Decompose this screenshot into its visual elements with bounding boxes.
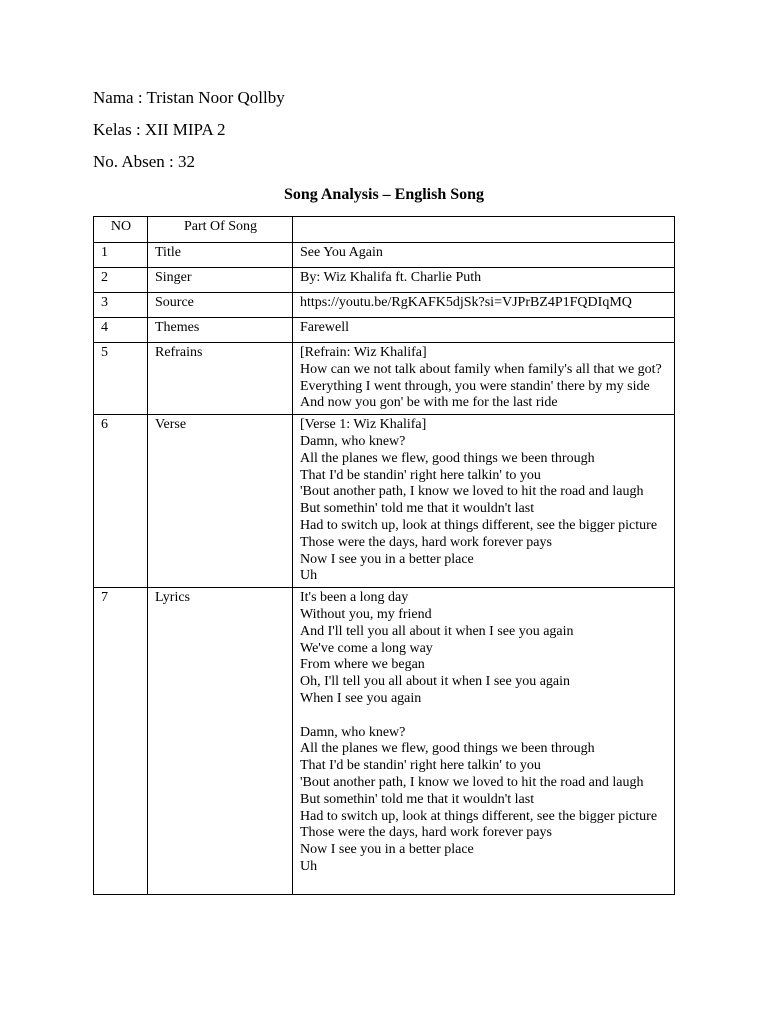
row-part: Verse <box>148 415 293 588</box>
content-line: 'Bout another path, I know we loved to hit the road and laugh <box>300 484 644 500</box>
content-line: Farewell <box>300 320 349 335</box>
row-content <box>293 243 675 268</box>
table-header-row <box>94 217 675 243</box>
row-number: 7 <box>94 588 148 895</box>
table-row <box>94 415 675 588</box>
content-line: Damn, who knew? <box>300 433 406 449</box>
content-line: Now I see you in a better place <box>300 551 474 567</box>
source-link[interactable]: https://youtu.be/RgKAFK5djSk?si=VJPrBZ4P1FQDIqMQ <box>300 295 632 310</box>
content-line: That I'd be standin' right here talkin' to you <box>300 758 541 774</box>
row-number: 3 <box>94 293 148 318</box>
content-line: Uh <box>300 568 318 584</box>
row-content <box>293 293 675 318</box>
student-class: Kelas : XII MIPA 2 <box>93 120 226 139</box>
content-line: 'Bout another path, I know we loved to hit the road and laugh <box>300 774 644 790</box>
content-line: How can we not talk about family when family's all that we got? <box>300 361 662 377</box>
row-content <box>293 415 675 588</box>
content-line: By: Wiz Khalifa ft. Charlie Puth <box>300 270 482 285</box>
row-number: 4 <box>94 318 148 343</box>
content-line: All the planes we flew, good things we been through <box>300 741 595 757</box>
content-line: And I'll tell you all about it when I see you again <box>300 623 574 639</box>
header-no: NO <box>94 217 148 243</box>
row-part: Refrains <box>148 343 293 415</box>
student-name: Nama : Tristan Noor Qollby <box>93 88 285 107</box>
content-line: We've come a long way <box>300 640 433 656</box>
content-line: See You Again <box>300 245 383 260</box>
row-number: 2 <box>94 268 148 293</box>
row-number: 5 <box>94 343 148 415</box>
content-line: [Refrain: Wiz Khalifa] <box>300 345 427 360</box>
table-row <box>94 318 675 343</box>
table-row <box>94 268 675 293</box>
content-line: [Verse 1: Wiz Khalifa] <box>300 417 427 433</box>
content-line: When I see you again <box>300 690 422 706</box>
content-line: From where we began <box>300 657 425 673</box>
content-line: All the planes we flew, good things we been through <box>300 450 595 466</box>
row-part: Themes <box>148 318 293 343</box>
content-line: Without you, my friend <box>300 606 432 622</box>
row-part: Singer <box>148 268 293 293</box>
row-part: Lyrics <box>148 588 293 895</box>
row-number: 6 <box>94 415 148 588</box>
content-line: That I'd be standin' right here talkin' to you <box>300 467 541 483</box>
content-line: Uh <box>300 858 318 874</box>
content-line: But somethin' told me that it wouldn't last <box>300 791 535 807</box>
student-absen-number: No. Absen : 32 <box>93 152 195 171</box>
header-part-of-song: Part Of Song <box>148 217 293 243</box>
row-part: Title <box>148 243 293 268</box>
content-line: Those were the days, hard work forever pays <box>300 825 552 841</box>
content-line: Damn, who knew? <box>300 724 406 740</box>
document-title: Song Analysis – English Song <box>283 186 485 203</box>
row-content <box>293 343 675 415</box>
header-content <box>293 217 675 243</box>
table-row <box>94 293 675 318</box>
table-row <box>94 343 675 415</box>
stanza-gap <box>300 708 668 725</box>
table-row <box>94 588 675 895</box>
content-line: Those were the days, hard work forever pays <box>300 534 552 550</box>
content-line: Now I see you in a better place <box>300 842 474 858</box>
content-line: But somethin' told me that it wouldn't last <box>300 501 535 517</box>
song-analysis-table <box>93 216 675 895</box>
content-line: Had to switch up, look at things different, see the bigger picture <box>300 808 658 824</box>
content-line: And now you gon' be with me for the last ride <box>300 395 558 411</box>
content-line: Everything I went through, you were standin' there by my side <box>300 378 650 394</box>
row-part: Source <box>148 293 293 318</box>
content-line: Oh, I'll tell you all about it when I see you again <box>300 674 571 690</box>
row-number: 1 <box>94 243 148 268</box>
content-line: It's been a long day <box>300 590 409 606</box>
table-row <box>94 243 675 268</box>
row-content <box>293 318 675 343</box>
content-line: Had to switch up, look at things different, see the bigger picture <box>300 517 658 533</box>
row-content <box>293 588 675 895</box>
row-content <box>293 268 675 293</box>
